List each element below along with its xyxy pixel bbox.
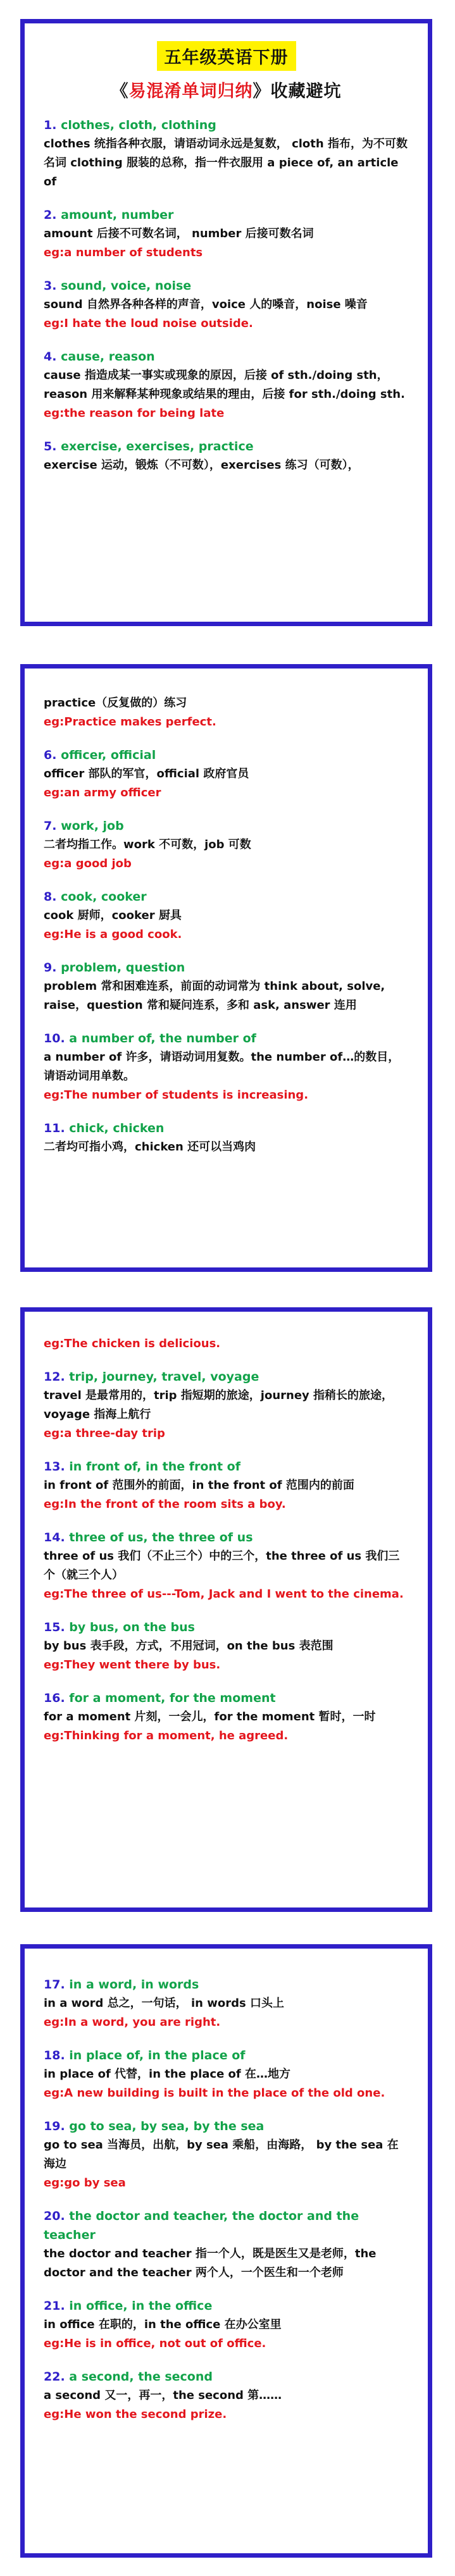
title-highlight: 易混淆单词归纳 <box>128 82 253 101</box>
entry-description: clothes 统指各种衣服，请语动词永远是复数， cloth 指布，为不可数名词 clothing 服装的总称，指一件衣服用 a piece of, an article of <box>44 137 408 188</box>
entry-words: a second, the second <box>69 2370 213 2384</box>
page-header <box>44 41 409 102</box>
entry-heading <box>44 1457 409 1476</box>
entry-description: sound 自然界各种各样的声音，voice 人的嗓音，noise 噪音 <box>44 298 368 311</box>
entry-heading <box>44 958 409 977</box>
entry-description: a second 又一，再一，the second 第…… <box>44 2389 282 2402</box>
entry-heading <box>44 1975 409 1994</box>
entry-number: 12. <box>44 1370 65 1384</box>
entry-description: problem 常和困难连系，前面的动词常为 think about, solve, raise，question 常和疑问连系，多和 ask, answer 连用 <box>44 980 385 1012</box>
entry-number: 18. <box>44 2049 65 2062</box>
vocab-entry <box>44 694 409 732</box>
entry-example: eg:go by sea <box>44 2176 126 2190</box>
entry-heading <box>44 276 409 295</box>
vocab-entry <box>44 1029 409 1105</box>
entry-description: in front of 范围外的前面，in the front of 范围内的前面 <box>44 1479 354 1492</box>
entry-description: cook 厨师，cooker 厨具 <box>44 909 182 922</box>
entry-number: 3. <box>44 279 57 293</box>
entry-words: in a word, in words <box>69 1978 199 1992</box>
entry-number: 10. <box>44 1032 65 1045</box>
entry-example: eg:a number of students <box>44 246 203 259</box>
entry-words: amount, number <box>61 208 174 222</box>
vocab-entry <box>44 2296 409 2353</box>
entry-example: eg:an army officer <box>44 786 161 799</box>
vocab-entry <box>44 1367 409 1443</box>
vocab-entry <box>44 1334 409 1353</box>
entry-words: by bus, on the bus <box>69 1620 195 1634</box>
entry-description: in place of 代替，in the place of 在…地方 <box>44 2068 291 2081</box>
entry-words: trip, journey, travel, voyage <box>69 1370 259 1384</box>
title-close-text: 》收藏避坑 <box>252 82 342 101</box>
entry-heading <box>44 1029 409 1048</box>
entry-heading <box>44 746 409 765</box>
entry-words: problem, question <box>61 961 185 975</box>
card-4 <box>20 1944 432 2558</box>
entry-heading <box>44 817 409 835</box>
entry-words: in place of, in the place of <box>69 2049 246 2062</box>
entry-description: travel 是最常用的，trip 指短期的旅途，journey 指稍长的旅途，voyage 指海上航行 <box>44 1389 394 1421</box>
entry-heading <box>44 206 409 225</box>
entry-words: cause, reason <box>61 350 155 364</box>
entry-description: three of us 我们（不止三个）中的三个，the three of us 我们三个（就三个人） <box>44 1550 400 1582</box>
entry-example: eg:Practice makes perfect. <box>44 715 216 729</box>
entry-number: 6. <box>44 748 57 762</box>
vocab-entry <box>44 2207 409 2283</box>
entry-example: eg:Thinking for a moment, he agreed. <box>44 1729 289 1742</box>
entry-description: by bus 表手段，方式，不用冠词，on the bus 表范围 <box>44 1639 333 1653</box>
entry-heading <box>44 1618 409 1637</box>
card-3 <box>20 1307 432 1912</box>
entry-words: exercise, exercises, practice <box>61 440 254 453</box>
entry-number: 16. <box>44 1691 65 1705</box>
entry-description: the doctor and teacher 指一个人，既是医生又是老师，the doctor and the teacher 两个人，一个医生和一个老师 <box>44 2247 377 2279</box>
vocab-entry <box>44 437 409 475</box>
entry-number: 11. <box>44 1121 65 1135</box>
entry-description: exercise 运动，锻炼（不可数），exercises 练习（可数）， <box>44 459 359 472</box>
vocab-entry <box>44 1975 409 2032</box>
vocab-entry <box>44 116 409 192</box>
entry-heading <box>44 2296 409 2315</box>
entry-words: a number of, the number of <box>69 1032 256 1045</box>
entry-words: chick, chicken <box>69 1121 165 1135</box>
entry-words: sound, voice, noise <box>61 279 192 293</box>
entry-words: clothes, cloth, clothing <box>61 118 216 132</box>
entry-heading <box>44 1689 409 1708</box>
entries-list <box>44 1334 409 1746</box>
entry-example: eg:He is in office, not out of office. <box>44 2337 266 2350</box>
entry-example: eg:a three-day trip <box>44 1427 165 1440</box>
vocab-entry <box>44 1119 409 1157</box>
entry-number: 9. <box>44 961 57 975</box>
entry-example: eg:A new building is built in the place of the old one. <box>44 2086 385 2100</box>
entry-heading <box>44 2207 409 2245</box>
entry-example: eg:In the front of the room sits a boy. <box>44 1498 286 1511</box>
entry-example: eg:a good job <box>44 857 132 870</box>
entry-words: officer, official <box>61 748 156 762</box>
vocab-entry <box>44 2046 409 2103</box>
vocab-entry <box>44 206 409 262</box>
entry-words: the doctor and teacher, the doctor and the teacher <box>44 2209 359 2242</box>
entry-words: three of us, the three of us <box>69 1531 253 1544</box>
entry-example: eg:The three of us---Tom, Jack and I went to the cinema. <box>44 1587 404 1601</box>
entry-description: officer 部队的军官，official 政府官员 <box>44 767 249 780</box>
card-2 <box>20 664 432 1272</box>
entries-list <box>44 694 409 1157</box>
entry-description: 二者均指工作。work 不可数，job 可数 <box>44 838 251 851</box>
entry-number: 20. <box>44 2209 65 2223</box>
entry-heading <box>44 2046 409 2065</box>
vocab-entry <box>44 1689 409 1746</box>
entry-description: in office 在职的，in the office 在办公室里 <box>44 2318 282 2331</box>
entry-example: eg:the reason for being late <box>44 407 225 420</box>
entry-words: go to sea, by sea, by the sea <box>69 2119 265 2133</box>
entry-description: cause 指造成某一事实或现象的原因，后接 of sth./doing sth，reason 用来解释某种现象或结果的理由，后接 for sth./doing sth. <box>44 369 405 401</box>
entry-example: eg:In a word, you are right. <box>44 2016 221 2029</box>
entry-number: 5. <box>44 440 57 453</box>
vocab-entry <box>44 887 409 944</box>
title-topic <box>44 77 409 102</box>
entry-heading <box>44 347 409 366</box>
entry-example: eg:He is a good cook. <box>44 928 182 941</box>
vocab-entry <box>44 276 409 333</box>
entry-number: 7. <box>44 819 57 833</box>
entry-number: 22. <box>44 2370 65 2384</box>
entry-number: 2. <box>44 208 57 222</box>
entry-number: 8. <box>44 890 57 904</box>
entry-heading <box>44 437 409 456</box>
entry-example: eg:They went there by bus. <box>44 1658 221 1672</box>
entry-example: eg:The chicken is delicious. <box>44 1337 221 1350</box>
entry-heading <box>44 1119 409 1138</box>
entry-heading <box>44 887 409 906</box>
entry-number: 21. <box>44 2299 65 2313</box>
entry-number: 1. <box>44 118 57 132</box>
vocab-entry <box>44 958 409 1015</box>
entry-number: 15. <box>44 1620 65 1634</box>
entry-example: eg:The number of students is increasing. <box>44 1088 309 1102</box>
entry-description: amount 后接不可数名词， number 后接可数名词 <box>44 227 314 240</box>
vocab-entry <box>44 2367 409 2424</box>
entry-words: in office, in the office <box>69 2299 213 2313</box>
entry-example: eg:He won the second prize. <box>44 2408 227 2421</box>
entry-heading <box>44 1528 409 1547</box>
entry-heading <box>44 2367 409 2386</box>
vocab-entry <box>44 1618 409 1675</box>
title-grade: 五年级英语下册 <box>157 41 296 71</box>
entries-list <box>44 1975 409 2424</box>
card-1 <box>20 19 432 626</box>
entry-number: 13. <box>44 1460 65 1474</box>
entry-words: in front of, in the front of <box>69 1460 240 1474</box>
entry-description: a number of 许多，请语动词用复数。the number of…的数目，请语动词用单数。 <box>44 1051 400 1083</box>
entry-description: practice（反复做的）练习 <box>44 696 187 710</box>
entry-number: 17. <box>44 1978 65 1992</box>
entry-description: in a word 总之，一句话， in words 口头上 <box>44 1997 284 2010</box>
vocab-entry <box>44 1457 409 1514</box>
entry-words: work, job <box>61 819 124 833</box>
entry-heading <box>44 2117 409 2136</box>
entry-description: for a moment 片刻，一会儿，for the moment 暂时，一时 <box>44 1710 376 1723</box>
entry-heading <box>44 116 409 135</box>
entry-heading <box>44 1367 409 1386</box>
entry-number: 19. <box>44 2119 65 2133</box>
vocab-entry <box>44 347 409 423</box>
entry-words: for a moment, for the moment <box>69 1691 276 1705</box>
vocab-entry <box>44 1528 409 1604</box>
entry-description: go to sea 当海员，出航，by sea 乘船，由海路， by the sea 在海边 <box>44 2138 399 2171</box>
vocab-entry <box>44 2117 409 2193</box>
entry-number: 14. <box>44 1531 65 1544</box>
entry-example: eg:I hate the loud noise outside. <box>44 317 253 330</box>
entries-list <box>44 116 409 475</box>
entry-description: 二者均可指小鸡，chicken 还可以当鸡肉 <box>44 1140 256 1154</box>
vocab-entry <box>44 817 409 873</box>
vocab-entry <box>44 746 409 803</box>
title-open-bracket: 《 <box>111 82 129 101</box>
entry-words: cook, cooker <box>61 890 147 904</box>
entry-number: 4. <box>44 350 57 364</box>
